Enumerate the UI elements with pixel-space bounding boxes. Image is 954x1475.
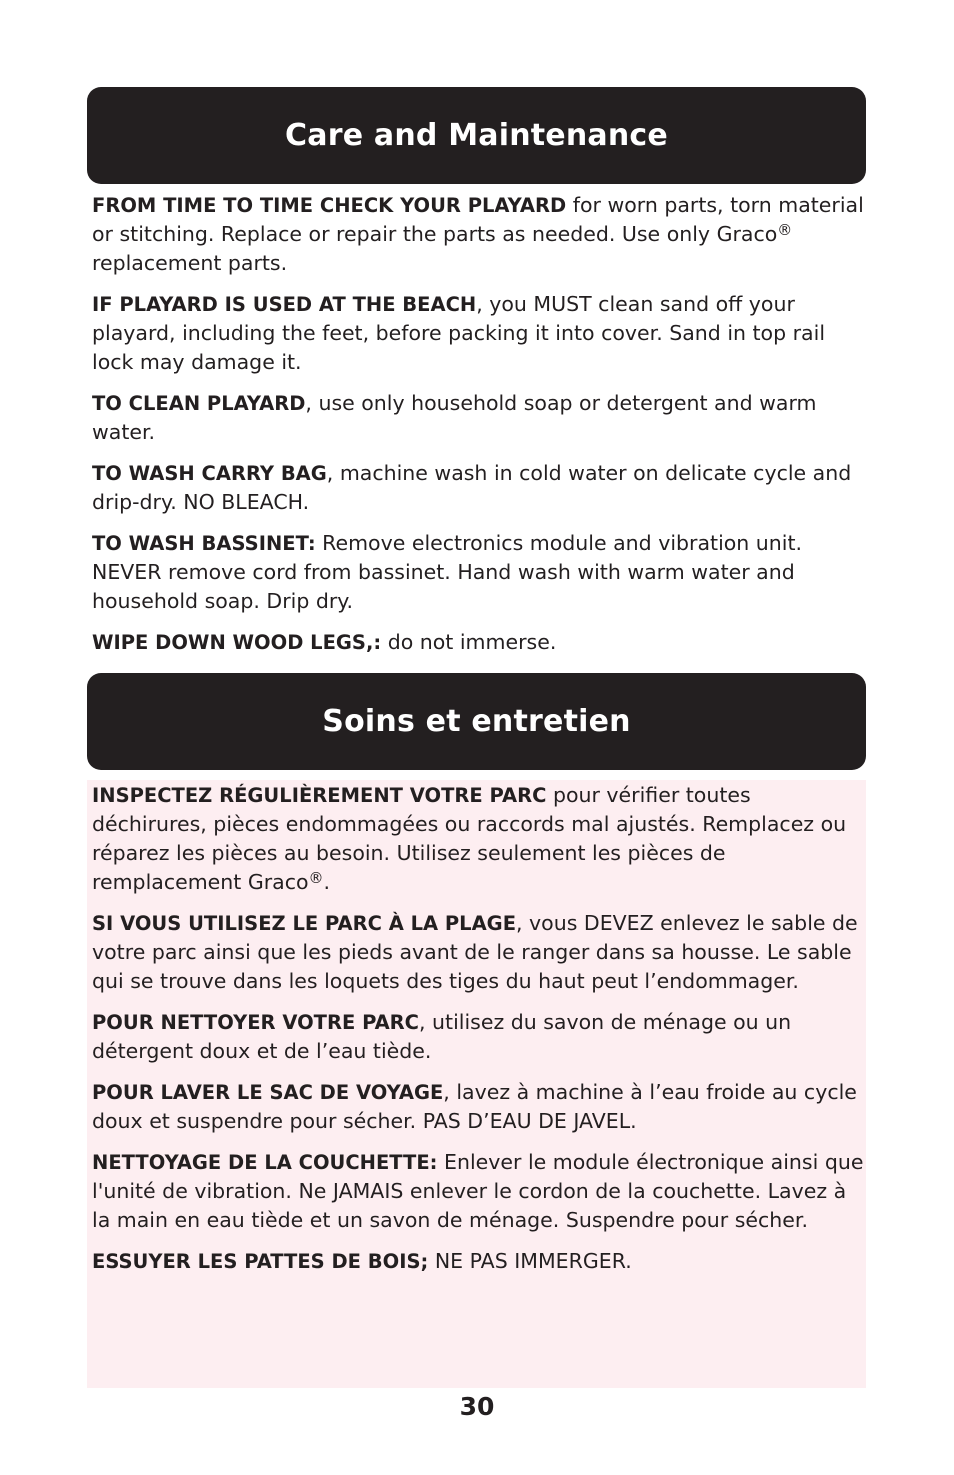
instruction-heading: TO CLEAN PLAYARD	[92, 392, 306, 415]
instruction-heading: WIPE DOWN WOOD LEGS,:	[92, 631, 382, 654]
instruction-paragraph	[92, 909, 864, 996]
page-number: 30	[459, 1392, 495, 1421]
instruction-heading: POUR LAVER LE SAC DE VOYAGE	[92, 1081, 444, 1104]
instruction-paragraph	[92, 1078, 864, 1136]
instruction-heading: ESSUYER LES PATTES DE BOIS;	[92, 1250, 429, 1273]
instruction-text-tail: .	[323, 870, 331, 894]
instruction-paragraph	[92, 1247, 864, 1276]
section-title: Soins et entretien	[322, 704, 631, 739]
instruction-heading: IF PLAYARD IS USED AT THE BEACH	[92, 293, 477, 316]
instruction-text: Remove electronics module and vibration unit. NEVER remove cord from bassinet. Hand wash with warm water and household soap. Drip dry.	[92, 531, 803, 613]
instruction-text: pour vérifier toutes déchirures, pièces endommagées ou raccords mal ajustés. Remplacez ou réparez les pièces au besoin. Utilisez seulement les pièces de remplacement Graco	[92, 783, 847, 894]
care-instructions-english	[92, 191, 864, 669]
instruction-text: , lavez à machine à l’eau froide au cycle doux et suspendre pour sécher. PAS D’EAU DE JAVEL.	[92, 1080, 857, 1133]
instruction-paragraph	[92, 191, 864, 278]
instruction-paragraph	[92, 1008, 864, 1066]
instruction-text: , machine wash in cold water on delicate cycle and drip-dry. NO BLEACH.	[92, 461, 852, 514]
instruction-text: , vous DEVEZ enlevez le sable de votre parc ainsi que les pieds avant de le ranger dans sa housse. Le sable qui se trouve dans les loquets des tiges du haut peut l’endommager.	[92, 911, 858, 993]
instruction-paragraph	[92, 389, 864, 447]
registered-mark: ®	[308, 869, 324, 887]
instruction-heading: POUR NETTOYER VOTRE PARC	[92, 1011, 419, 1034]
instruction-text: NE PAS IMMERGER.	[428, 1249, 632, 1273]
instruction-heading: FROM TIME TO TIME CHECK YOUR PLAYARD	[92, 194, 567, 217]
section-header-care-and-maintenance	[87, 87, 866, 184]
instruction-paragraph	[92, 290, 864, 377]
instruction-heading: SI VOUS UTILISEZ LE PARC À LA PLAGE	[92, 912, 517, 935]
instruction-paragraph	[92, 628, 864, 657]
instruction-paragraph	[92, 459, 864, 517]
instruction-text: for worn parts, torn material or stitching. Replace or repair the parts as needed. Use only Graco	[92, 193, 864, 246]
instruction-paragraph	[92, 1148, 864, 1235]
instruction-heading: TO WASH CARRY BAG	[92, 462, 327, 485]
instruction-paragraph	[92, 781, 864, 897]
instruction-heading: TO WASH BASSINET:	[92, 532, 316, 555]
instruction-text-tail: replacement parts.	[92, 251, 288, 275]
section-title: Care and Maintenance	[285, 118, 668, 153]
instruction-text: , you MUST clean sand off your playard, including the feet, before packing it into cover. Sand in top rail lock may damage it.	[92, 292, 826, 374]
instruction-paragraph	[92, 529, 864, 616]
instruction-text: , use only household soap or detergent and warm water.	[92, 391, 817, 444]
registered-mark: ®	[777, 221, 793, 239]
instruction-heading: INSPECTEZ RÉGULIÈREMENT VOTRE PARC	[92, 784, 547, 807]
instruction-heading: NETTOYAGE DE LA COUCHETTE:	[92, 1151, 438, 1174]
instruction-text: Enlever le module électronique ainsi que l'unité de vibration. Ne JAMAIS enlever le cordon de la couchette. Lavez à la main en eau tiède et un savon de ménage. Suspendre pour sécher.	[92, 1150, 864, 1232]
section-header-soins-et-entretien	[87, 673, 866, 770]
instruction-text: , utilisez du savon de ménage ou un détergent doux et de l’eau tiède.	[92, 1010, 792, 1063]
instruction-text: do not immerse.	[381, 630, 557, 654]
care-instructions-french	[92, 781, 864, 1288]
